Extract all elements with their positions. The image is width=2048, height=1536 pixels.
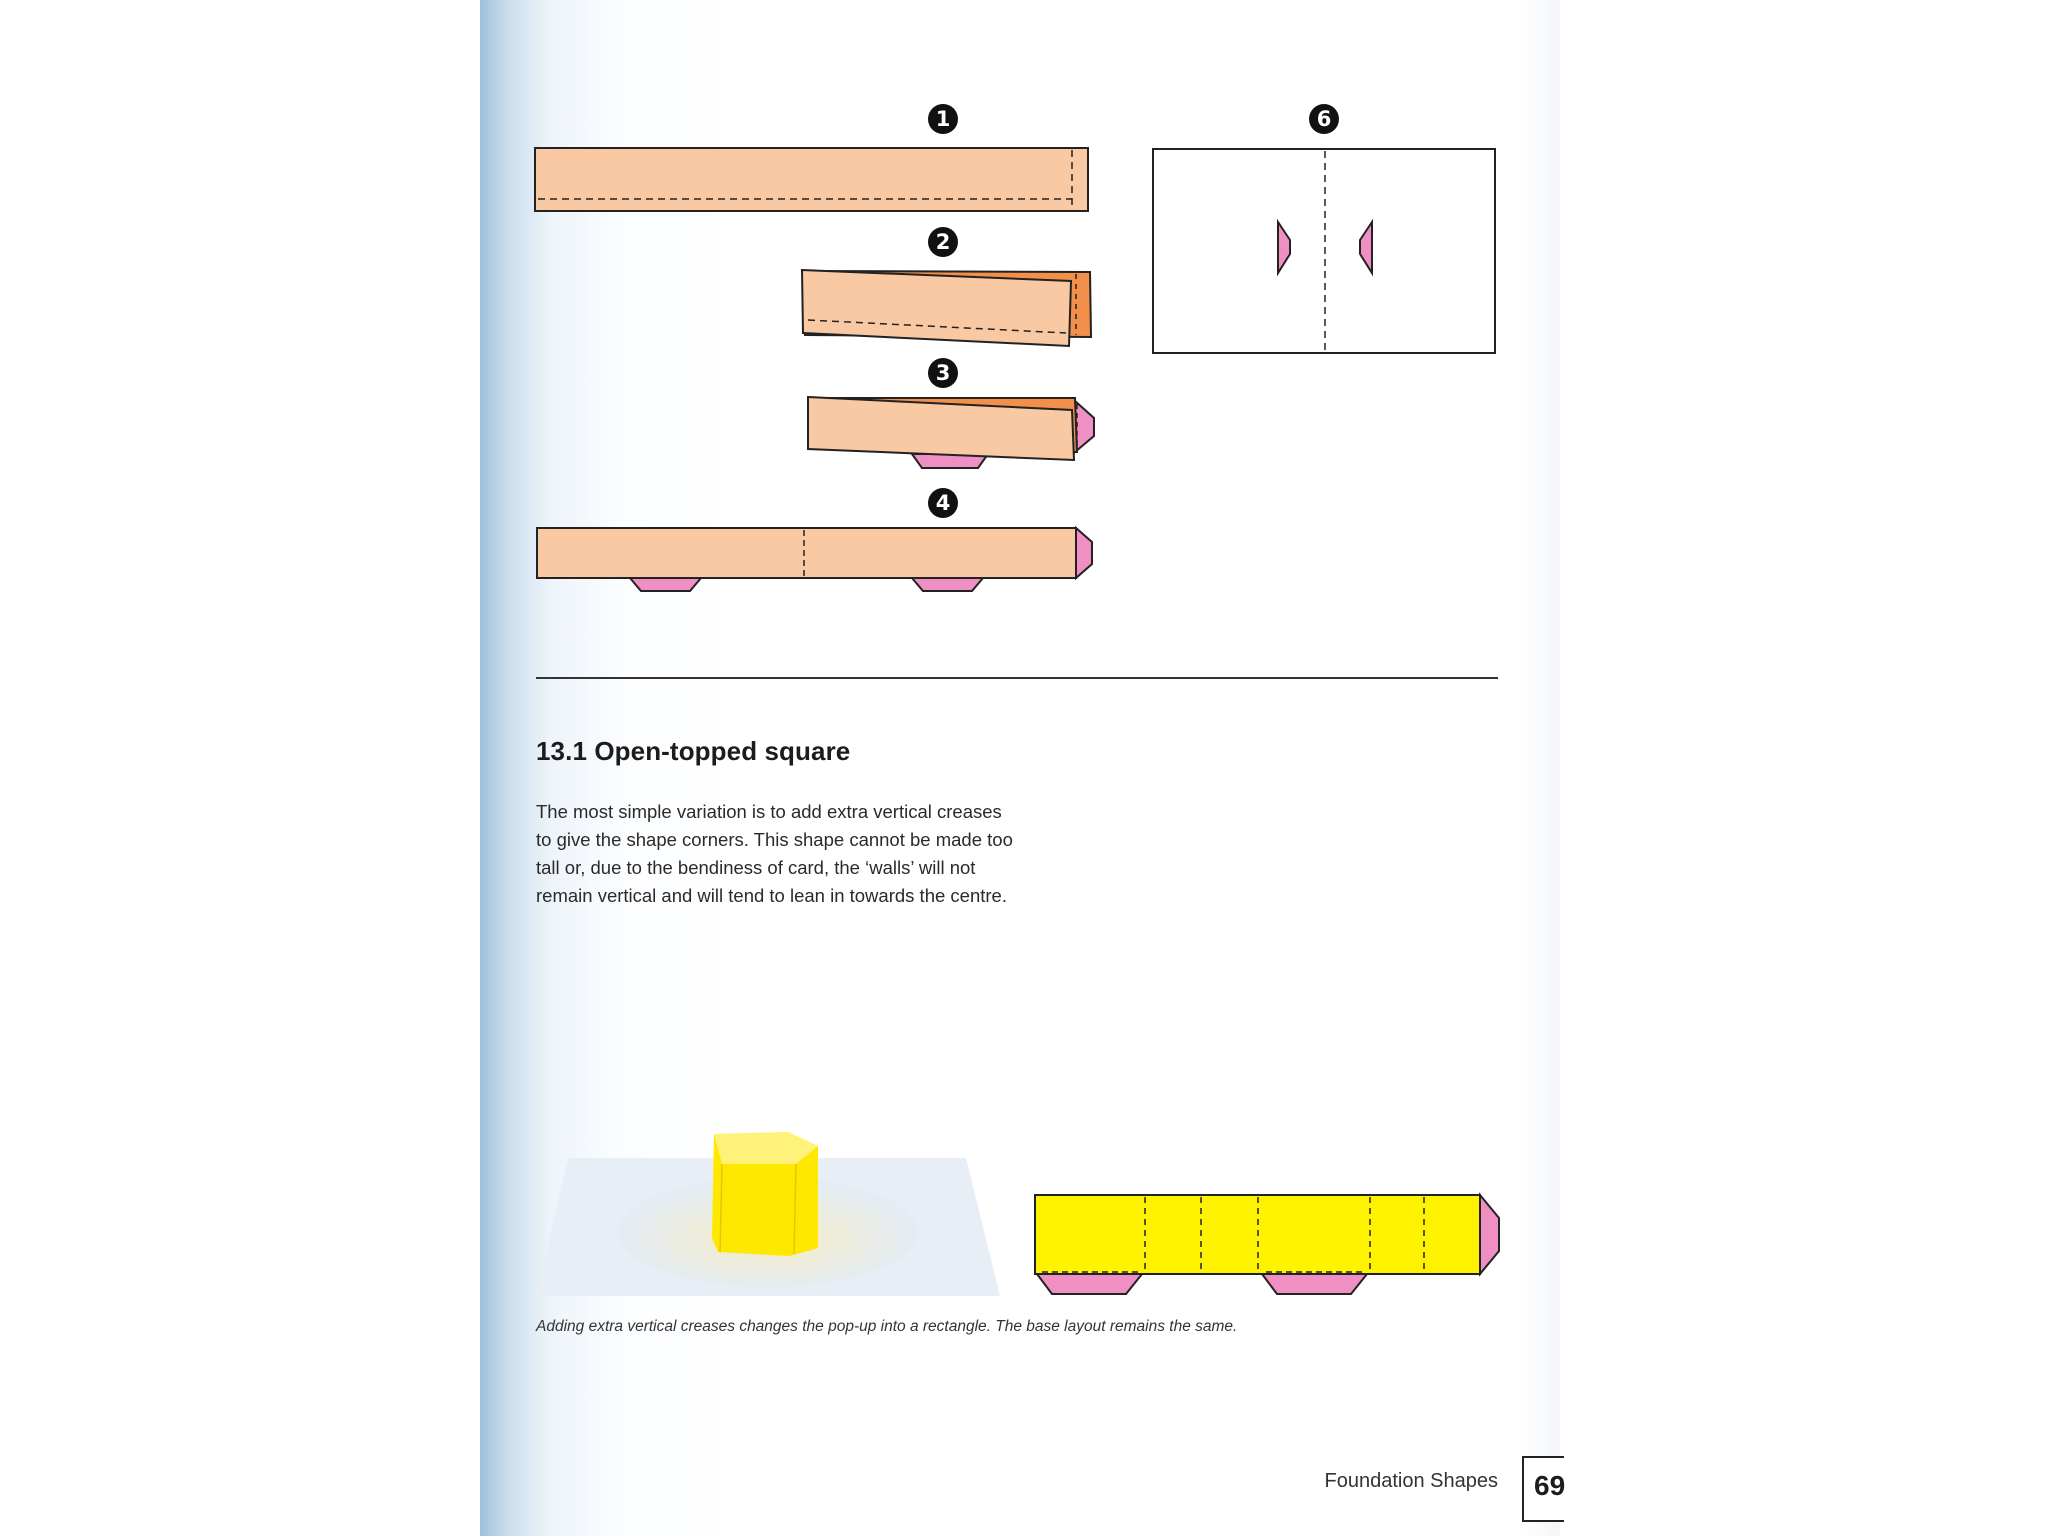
step-6-badge: 6 [1309,104,1339,134]
section-body: The most simple variation is to add extra vertical creases to give the shape corners. This shape cannot be made too tall or, due to the bendiness of card, the ‘walls’ will not remain vertical and will tend to lean in towards the centre. [536,801,1013,906]
yellow-net-layout [1035,1195,1499,1294]
section-title: 13.1 Open-topped square [536,736,851,766]
figure-caption: Adding extra vertical creases changes the pop-up into a rectangle. The base layout remains the same. [536,1318,1238,1335]
section-divider [536,677,1498,679]
step-3-badge: 3 [928,358,958,388]
popup-photo [536,1120,1000,1300]
step-4-badge: 4 [928,488,958,518]
step-3-strip [808,397,1094,468]
footer-section-label: Foundation Shapes [1324,1470,1498,1492]
step-6-card [1153,149,1495,353]
page-number: 69 [1534,1470,1566,1501]
step-2-strip [802,270,1091,346]
step-4-strip [537,528,1092,591]
step-1-strip [535,148,1088,211]
step-2-badge: 2 [928,227,958,257]
step-1-badge: 1 [928,104,958,134]
